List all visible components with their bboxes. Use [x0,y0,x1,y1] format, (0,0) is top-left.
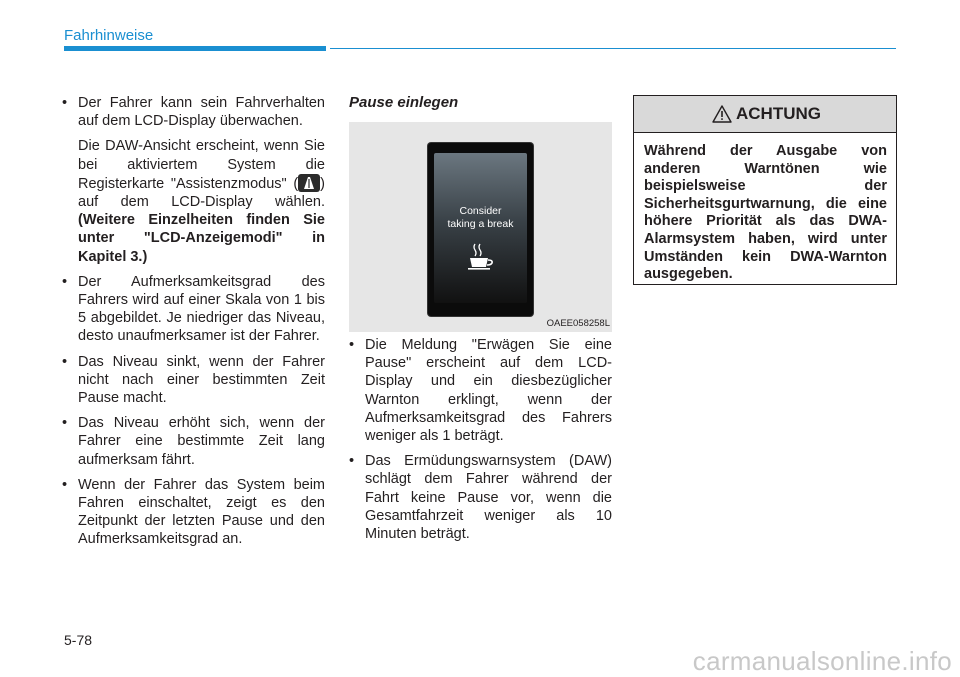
bullet-dot: • [62,353,68,370]
caution-box [633,95,897,285]
sub-text-b: ) auf dem LCD-Display wählen. [78,175,325,211]
bullet-text: Wenn der Fahrer das System beim Fahren einschaltet, zeigt es den Zeitpunkt der letzten Pause und den Aufmerksamkeitsgrad an. [78,476,325,548]
lcd-display [428,143,533,316]
assist-mode-icon [298,174,320,192]
bullet-text: Der Fahrer kann sein Fahrverhalten auf dem LCD-Display überwachen. [78,95,325,130]
bullet-text: Das Niveau erhöht sich, wenn der Fahrer eine bestimmte Zeit lang aufmerksam fährt. [78,415,325,468]
bullet-dot: • [62,273,68,290]
sub-text-a: Die DAW-Ansicht erscheint, wenn Sie bei aktiviertem System die Registerkarte "Assistenzmodus" ( [78,138,325,192]
list-item [62,476,325,549]
cross-reference: (Weitere Einzelheiten finden Sie unter "LCD-Anzeigemodi" in Kapitel 3.) [78,212,325,265]
list-item [62,353,325,408]
bullet-dot: • [62,476,68,493]
middle-column [349,336,612,550]
watermark: carmanualsonline.info [692,646,952,676]
bullet-dot: • [349,337,355,353]
bullet-text: Das Ermüdungswarnsystem (DAW) schlägt dem Fahrer während der Fahrt keine Pause vor, wenn die Gesamtfahrzeit weniger als 10 Minuten beträgt. [365,453,612,543]
bullet-dot: • [349,453,355,470]
subsection-heading: Pause einlegen [349,94,459,111]
caution-title: ACHTUNG [736,104,821,123]
lcd-message [434,205,527,231]
page-number: 5-78 [64,632,93,648]
warning-triangle-icon [712,105,732,123]
list-item [349,452,612,543]
display-figure [349,122,612,332]
header-rule-thin [330,48,896,49]
figure-caption: OAEE058258L [546,318,610,329]
left-column [62,94,325,556]
lcd-message-line1: Consider [459,205,502,217]
coffee-cup-icon [466,241,496,271]
list-item [62,94,325,130]
caution-text: Während der Ausgabe von anderen Warntönen wie beispielsweise der Sicherheitsgurtwarnung, die eine höhere Priorität als das DWA-Alarmsystem haben, wird unter Umständen kein DWA-Warnton ausgegeben. [644,143,887,283]
list-item [349,336,612,445]
bullet-text: Das Niveau sinkt, wenn der Fahrer nicht nach einer bestimmten Zeit Pause macht. [78,353,325,407]
caution-header [634,96,896,133]
bullet-dot: • [62,95,68,111]
lcd-message-line2: taking a break [447,218,514,230]
sub-paragraph [62,137,325,265]
bullet-dot: • [62,415,68,432]
bullet-text: Die Meldung "Erwägen Sie eine Pause" erscheint auf dem LCD-Display und ein diesbezüglicher Warnton erklingt, wenn der Aufmerksamkeitsgrad des Fahrers weniger als 1 beträgt. [365,337,612,445]
section-title: Fahrhinweise [64,27,154,44]
bullet-text: Der Aufmerksamkeitsgrad des Fahrers wird auf einer Skala von 1 bis 5 abgebildet. Je niedriger das Niveau, desto unaufmerksamer ist der Fahrer. [78,273,325,345]
header-rule-thick [64,46,326,51]
list-item [62,273,325,346]
list-item [62,414,325,469]
